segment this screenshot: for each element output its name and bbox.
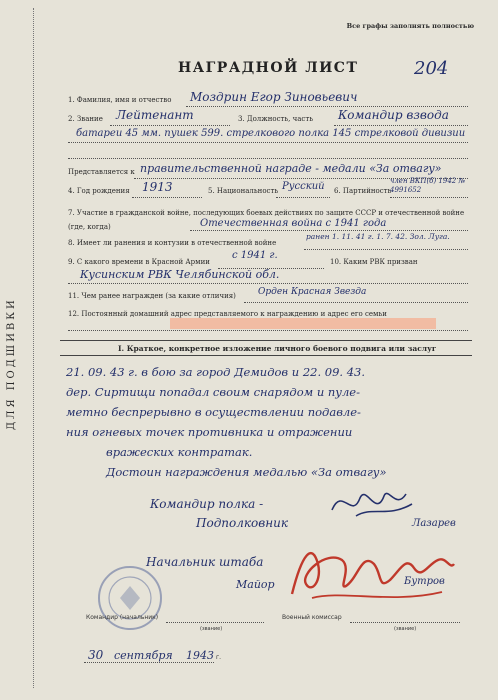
field-label-fullname: 1. Фамилия, имя и отчество <box>68 96 172 104</box>
field-label-position: 3. Должность, часть <box>238 115 314 123</box>
field-line-party <box>390 197 468 198</box>
staff-rank: Майор <box>236 578 275 591</box>
field-line-draft-office <box>68 283 468 284</box>
section-rule-bottom <box>60 355 472 356</box>
feat-line: 21. 09. 43 г. в бою за город Демидов и 22. 09. 43. <box>66 365 366 379</box>
field-label-rank: 2. Звание <box>68 115 103 123</box>
commander-signature <box>326 480 418 530</box>
field-value-war: Отечественная война с 1941 года <box>200 218 387 229</box>
field-label-draft-office: 10. Каким РВК призван <box>330 258 418 266</box>
feat-line: Достоин награждения медалью «За отвагу» <box>106 465 387 479</box>
field-value-fullname: Моздрин Егор Зиновьевич <box>190 90 358 104</box>
field-line-fullname <box>186 106 468 107</box>
field-value-unit: батареи 45 мм. пушек 599. стрелкового полка 145 стрелковой дивизии <box>76 128 466 139</box>
field-line-war <box>190 230 468 231</box>
staff-role: Начальник штаба <box>146 555 264 569</box>
field-line-nationality <box>276 197 330 198</box>
field-value-wounds: ранен 1. 11. 41 г. 1. 7. 42. Зол. Луга. <box>306 232 450 241</box>
commander-rank: Подполковник <box>196 516 289 530</box>
fill-all-note: Все графы заполнять полностью <box>346 22 474 30</box>
date-line <box>84 662 214 663</box>
field-line-unit <box>68 142 468 143</box>
field-label-address: 12. Постоянный домашний адрес представляемого к награждению и адрес его семьи <box>68 310 387 318</box>
page-title: НАГРАДНОЙ ЛИСТ <box>178 60 359 76</box>
footer-commander-label: Командир (начальник) <box>86 614 159 621</box>
footer-commander-line <box>166 622 264 623</box>
section-rule-top <box>60 340 472 341</box>
field-label-nominated: Представляется к <box>68 168 135 176</box>
sheet-number: 204 <box>414 58 449 79</box>
field-line-unit-2 <box>68 158 468 159</box>
feat-line: вражеских контратак. <box>106 445 253 459</box>
commander-role: Командир полка - <box>150 497 264 511</box>
footer-commissar-line <box>350 622 460 623</box>
field-line-wounds <box>304 249 468 250</box>
field-value-party: член ВКП(б) 1942 № 4991652 <box>390 177 466 194</box>
feat-text <box>66 362 474 482</box>
official-stamp <box>94 562 166 634</box>
date-month: сентября <box>114 649 173 662</box>
field-line-birthyear <box>132 197 202 198</box>
field-value-prior-awards: Орден Красная Звезда <box>258 287 367 297</box>
field-value-position: Командир взвода <box>338 108 449 122</box>
field-value-draft-office: Кусинским РВК Челябинской обл. <box>80 268 280 281</box>
field-value-rank: Лейтенант <box>116 108 194 122</box>
date-year-suffix: г. <box>216 654 222 661</box>
field-label-army-since: 9. С какого времени в Красной Армии <box>68 258 210 266</box>
binding-line <box>33 8 34 688</box>
feat-line: ния огневых точек противника и отражении <box>66 425 353 439</box>
redaction-bar <box>170 318 436 329</box>
field-label-party: 6. Партийность <box>334 187 392 195</box>
field-value-nominated: правительственной награде - медали «За отвагу» <box>140 162 442 175</box>
binding-label: ДЛЯ ПОДШИВКИ <box>6 297 17 430</box>
field-label-war: 7. Участие в гражданской войне, последующих боевых действиях по защите СССР и отечественной войне (где, когда) <box>68 209 465 231</box>
field-value-birthyear: 1913 <box>142 180 173 194</box>
feat-line: метно беспрерывно в осуществлении подавле- <box>66 405 361 419</box>
staff-name: Бутров <box>404 576 445 587</box>
feat-line: дер. Сиртищи попадал своим снарядом и пуле- <box>66 385 360 399</box>
field-line-address <box>68 330 468 331</box>
field-label-prior-awards: 11. Чем ранее награжден (за какие отличия) <box>68 292 236 300</box>
commander-name: Лазарев <box>412 518 456 529</box>
footer-rank-label-1: (звание) <box>200 626 223 632</box>
field-line-prior-awards <box>244 302 468 303</box>
section-title: I. Краткое, конкретное изложение личного боевого подвига или заслуг <box>118 344 437 353</box>
staff-signature <box>282 534 462 610</box>
footer-commissar-label: Военный комиссар <box>282 614 342 621</box>
date-year: 1943 <box>186 649 214 662</box>
field-value-nationality: Русский <box>282 181 325 192</box>
footer-rank-label-2: (звание) <box>394 626 417 632</box>
date-day: 30 <box>88 648 104 662</box>
field-label-birthyear: 4. Год рождения <box>68 187 130 195</box>
field-label-wounds: 8. Имеет ли ранения и контузии в отечественной войне <box>68 239 277 247</box>
field-label-nationality: 5. Национальность <box>208 187 279 195</box>
field-value-army-since: с 1941 г. <box>232 250 278 261</box>
